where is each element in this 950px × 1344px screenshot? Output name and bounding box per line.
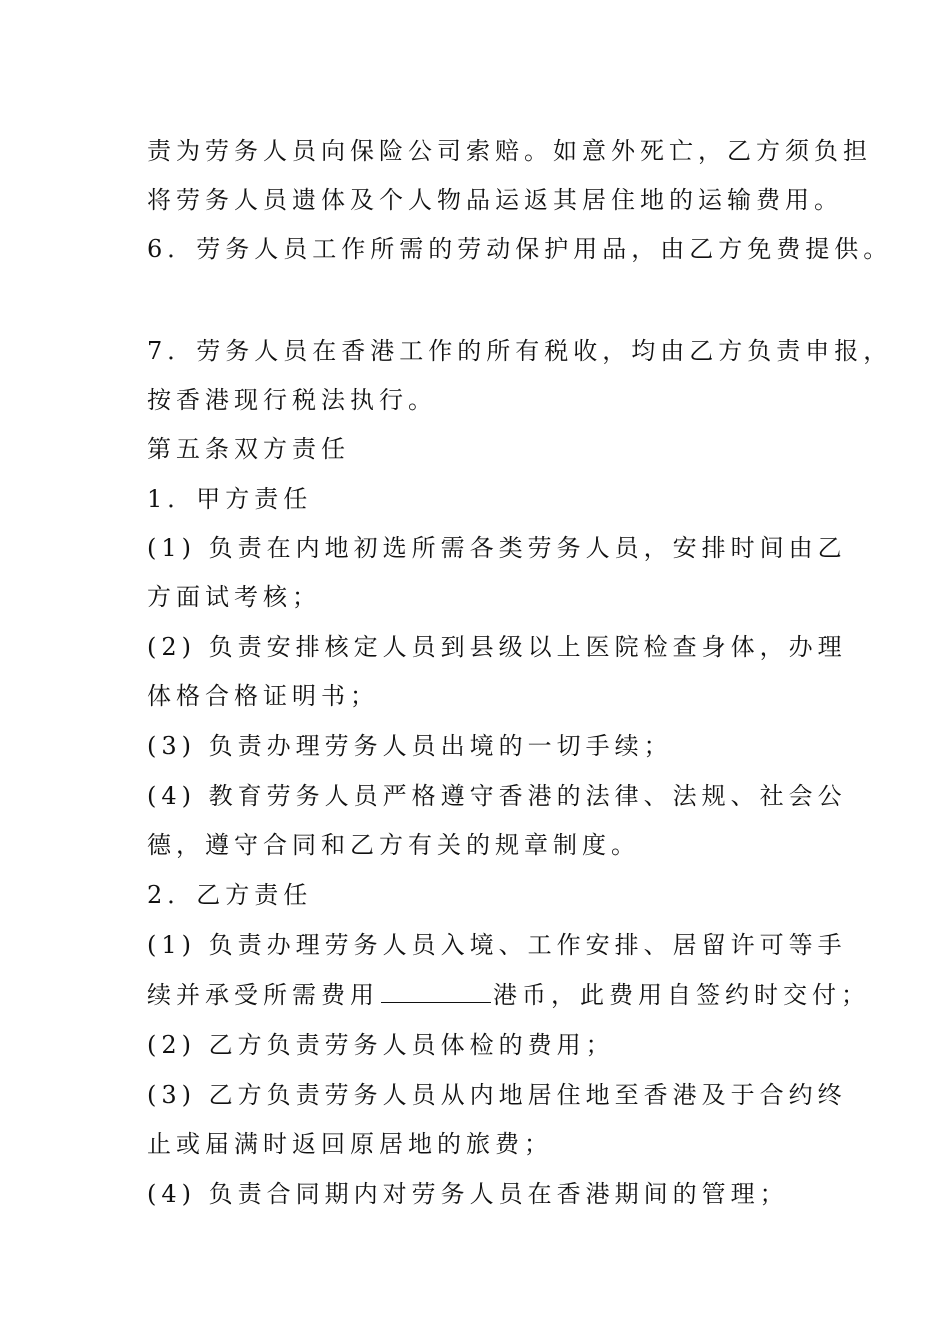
text-line: 方面试考核；: [147, 583, 321, 611]
text-line: 按香港现行税法执行。: [147, 386, 437, 414]
text-line: 将劳务人员遗体及个人物品运返其居住地的运输费用。: [147, 186, 843, 214]
fee-line-after: 港币，此费用自签约时交付；: [493, 981, 870, 1009]
text-line: 德，遵守合同和乙方有关的规章制度。: [147, 831, 640, 859]
text-line: (4) 负责合同期内对劳务人员在香港期间的管理；: [147, 1180, 789, 1208]
text-line: (1) 负责办理劳务人员入境、工作安排、居留许可等手: [147, 931, 847, 959]
fee-line: [147, 980, 870, 1010]
text-line: 责为劳务人员向保险公司索赔。如意外死亡，乙方须负担: [147, 137, 872, 165]
text-line: 止或届满时返回原居地的旅费；: [147, 1130, 553, 1158]
fee-amount-blank: [381, 982, 491, 1003]
text-line: 体格合格证明书；: [147, 682, 379, 710]
text-line: (2) 负责安排核定人员到县级以上医院检查身体，办理: [147, 633, 847, 661]
text-line: 6．劳务人员工作所需的劳动保护用品，由乙方免费提供。: [147, 235, 893, 263]
text-line: (3) 负责办理劳务人员出境的一切手续；: [147, 732, 673, 760]
subsection-heading: 1．甲方责任: [147, 485, 313, 513]
text-line: (4) 教育劳务人员严格遵守香港的法律、法规、社会公: [147, 782, 847, 810]
text-line: (2) 乙方负责劳务人员体检的费用；: [147, 1031, 615, 1059]
section-heading: 第五条双方责任: [147, 435, 350, 463]
text-line: (1) 负责在内地初选所需各类劳务人员，安排时间由乙: [147, 534, 847, 562]
text-line: 7．劳务人员在香港工作的所有税收，均由乙方负责申报，: [147, 337, 893, 365]
text-line: (3) 乙方负责劳务人员从内地居住地至香港及于合约终: [147, 1081, 847, 1109]
fee-line-before: 续并承受所需费用: [147, 981, 379, 1009]
subsection-heading: 2．乙方责任: [147, 881, 313, 909]
